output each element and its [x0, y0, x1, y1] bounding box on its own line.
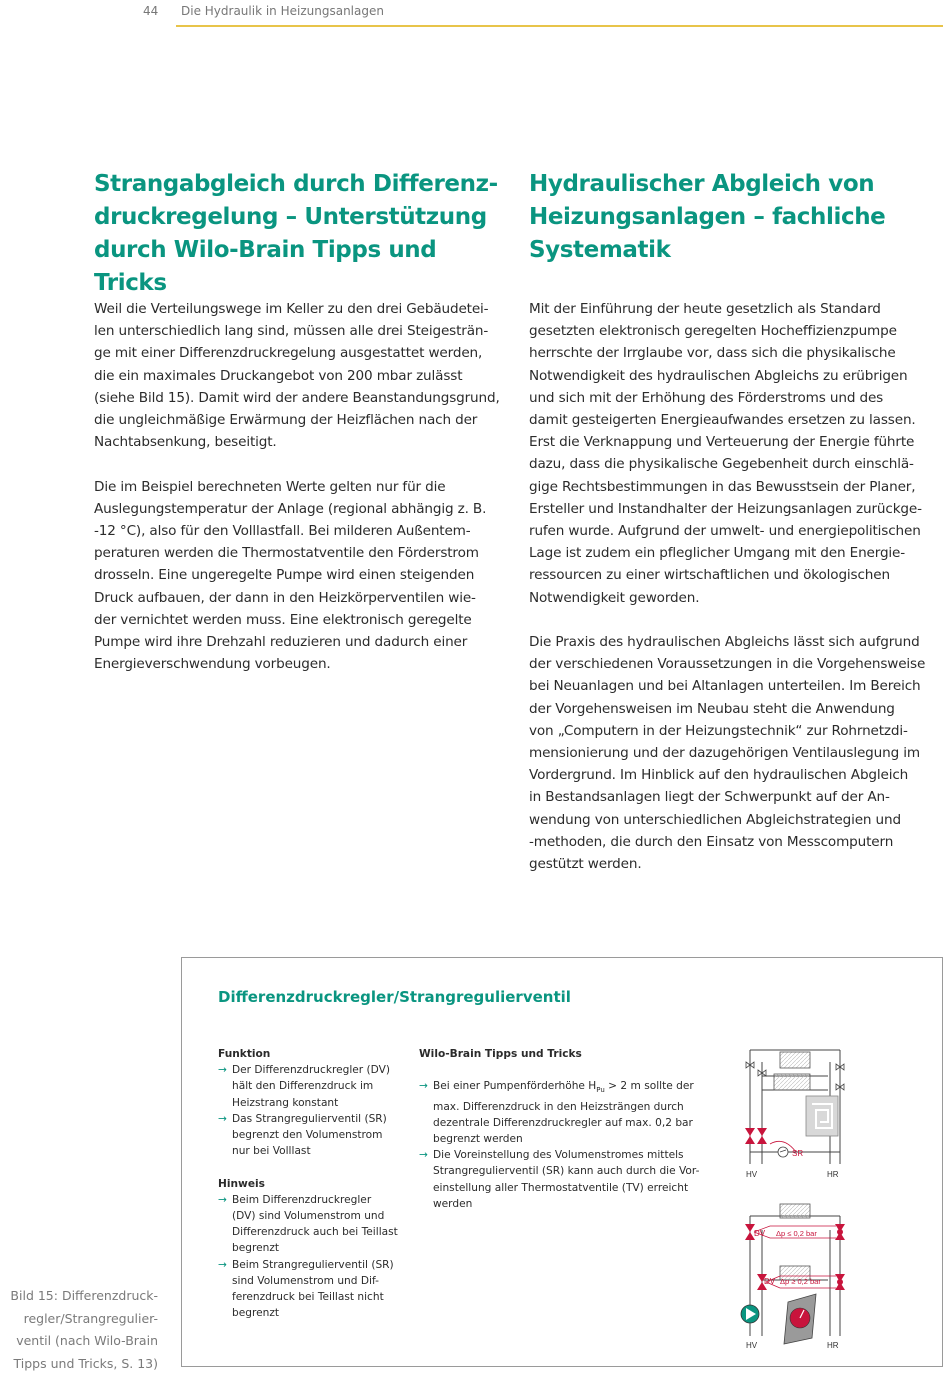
right-heading	[529, 168, 939, 267]
item-line: begrenzt den Volumenstrom	[232, 1129, 383, 1142]
caption-line: Bild 15: Differenzdruck-	[10, 1288, 158, 1303]
body-line: (siehe Bild 15). Damit wird der andere Beanstandungsgrund,	[94, 389, 500, 406]
body-line: ge mit einer Differenzdruckregelung ausgestattet werden,	[94, 345, 483, 362]
body-line: Lage ist zudem ein pfleglicher Umgang mit den Energie-	[529, 545, 906, 562]
right-heading-line: Heizungsanlagen – fachliche	[529, 204, 886, 230]
hint-heading: Hinweis	[218, 1177, 265, 1190]
body-line: und sich mit der Erhöhung des Förderstroms und des	[529, 389, 884, 406]
body-line: len unterschiedlich lang sind, müssen alle drei Steigesträn-	[94, 323, 489, 340]
body-line: rufen wurde. Aufgrund der umwelt- und energiepolitischen	[529, 523, 921, 540]
function-item	[218, 1062, 398, 1111]
tip-item	[419, 1147, 699, 1212]
arrow-right-icon: →	[419, 1149, 428, 1162]
body-line: gesetzten elektronisch geregelten Hocheffizienzpumpe	[529, 323, 897, 340]
label-hr: HR	[827, 1170, 839, 1179]
body-line: Vordergrund. Im Hinblick auf den hydraulischen Abgleich	[529, 767, 909, 784]
item-line: Beim Differenzdruckregler	[232, 1193, 372, 1206]
body-line: Pumpe wird ihre Drehzahl reduzieren und dadurch einer	[94, 634, 468, 651]
pump-icon	[741, 1305, 759, 1323]
caption-line: Tipps und Tricks, S. 13)	[13, 1355, 158, 1371]
item-line: werden	[433, 1197, 473, 1210]
caption-line: regler/Strangregulier-	[23, 1310, 158, 1326]
dv-sensor-icon	[837, 1229, 843, 1235]
body-line: die ungleichmäßige Erwärmung der Heizflächen nach der	[94, 412, 478, 429]
item-line: Die Voreinstellung des Volumenstromes mittels	[433, 1149, 684, 1162]
label-dp-le: Δp ≤ 0,2 bar	[776, 1229, 817, 1238]
body-line: ressourcen zu einer wirtschaftlichen und ökologischen	[529, 567, 890, 584]
item-line: begrenzt	[232, 1242, 280, 1255]
arrow-right-icon: →	[218, 1193, 227, 1206]
body-line: Ersteller und Instandhalter der Heizungsanlagen zurückge-	[529, 500, 922, 517]
body-line: in Bestandsanlagen liegt der Schwerpunkt auf der An-	[529, 789, 890, 806]
body-line: -12 °C), also für den Volllastfall. Bei milderen Außentem-	[94, 523, 471, 540]
hint-item	[218, 1257, 398, 1322]
label-dp-ge: Δp ≥ 0,2 bar	[780, 1277, 821, 1286]
radiator-icon	[774, 1052, 810, 1090]
arrow-right-icon: →	[218, 1112, 227, 1125]
label-sr: SR	[792, 1149, 804, 1158]
running-title: Die Hydraulik in Heizungsanlagen	[181, 4, 384, 18]
left-body	[94, 298, 514, 675]
body-line: von „Computern in der Heizungstechnik“ zur Rohrnetzdi-	[529, 722, 908, 739]
paragraph-gap	[94, 453, 514, 475]
item-line: dezentrale Differenzdruckregler auf max. 0,2 bar	[433, 1116, 693, 1129]
arrow-right-icon: →	[218, 1258, 227, 1271]
body-line: -methoden, die durch den Einsatz von Messcomputern	[529, 833, 894, 850]
body-line: herrschte der Irrglaube vor, dass sich die physikalische	[529, 345, 896, 362]
left-heading-line: druckregelung – Unterstützung	[94, 204, 487, 230]
item-line: begrenzt werden	[433, 1132, 523, 1145]
item-line: Beim Strangregulierventil (SR)	[232, 1258, 394, 1271]
label-dv: DV	[764, 1277, 776, 1286]
function-item	[218, 1111, 398, 1160]
item-line: Strangregulierventil (SR) kann auch durch die Vor-	[433, 1165, 700, 1178]
item-line: (DV) sind Volumenstrom und	[232, 1210, 385, 1223]
body-line: Die im Beispiel berechneten Werte gelten nur für die	[94, 478, 446, 495]
hint-item	[218, 1192, 398, 1257]
page-number: 44	[143, 4, 159, 18]
right-heading-line: Systematik	[529, 237, 671, 263]
body-line: gestützt werden.	[529, 856, 642, 873]
function-heading: Funktion	[218, 1048, 271, 1060]
item-line: nur bei Volllast	[232, 1145, 311, 1158]
left-heading-line: durch Wilo-Brain Tipps und Tricks	[94, 237, 437, 296]
body-line: Mit der Einführung der heute gesetzlich als Standard	[529, 301, 881, 317]
control-valve-icon	[745, 1128, 767, 1144]
info-box	[181, 957, 943, 1367]
label-dv: DV	[754, 1229, 766, 1238]
item-line: einstellung aller Thermostatventile (TV) erreicht	[433, 1181, 689, 1194]
body-line: Die Praxis des hydraulischen Abgleichs lässt sich aufgrund	[529, 634, 920, 651]
left-heading-line: Strangabgleich durch Differenz-	[94, 171, 498, 197]
arrow-right-icon: →	[218, 1064, 227, 1077]
item-line	[433, 1078, 699, 1098]
hydraulic-diagram	[740, 1044, 930, 1362]
arrow-right-icon: →	[419, 1080, 428, 1093]
body-line: Energieverschwendung vorbeugen.	[94, 656, 331, 673]
info-box-title: Differenzdruckregler/Strangregulierventil	[218, 988, 571, 1006]
tips-list	[419, 1078, 699, 1212]
tip-text: Bei einer Pumpenförderhöhe H	[433, 1080, 597, 1093]
dv-sensor-icon	[837, 1279, 843, 1285]
function-column	[218, 1046, 398, 1321]
paragraph-gap	[529, 609, 944, 631]
label-hv: HV	[746, 1341, 758, 1350]
item-line: hält den Differenzdruck im	[232, 1080, 374, 1093]
body-line: Notwendigkeit geworden.	[529, 589, 700, 606]
body-line: die ein maximales Druckangebot von 200 mbar zulässt	[94, 367, 463, 384]
tips-heading: Wilo-Brain Tipps und Tricks	[419, 1048, 582, 1060]
left-heading	[94, 168, 514, 300]
body-line: der Vorgehensweisen im Neubau steht die Anwendung	[529, 700, 895, 717]
item-line: Das Strangregulierventil (SR)	[232, 1112, 387, 1125]
tip-text: > 2 m sollte der	[604, 1080, 694, 1093]
body-line: bei Neuanlagen und bei Altanlagen unterteilen. Im Bereich	[529, 678, 921, 695]
caption-line: ventil (nach Wilo-Brain	[16, 1333, 158, 1348]
radiator-icon	[780, 1204, 810, 1280]
body-line: damit gesteigerten Energieaufwandes ersetzen zu lassen.	[529, 412, 916, 429]
right-body	[529, 298, 944, 875]
item-line: begrenzt	[232, 1307, 280, 1320]
body-line: der vernichtet werden muss. Eine elektronisch geregelte	[94, 611, 472, 628]
item-line: Differenzdruck auch bei Teillast	[232, 1226, 398, 1239]
floor-heating-icon	[806, 1096, 838, 1136]
pressure-controller-icon	[784, 1294, 816, 1344]
body-line: gige Rechtsbestimmungen in das Bewusstsein der Planer,	[529, 478, 916, 495]
item-line: ferenzdruck bei Teillast nicht	[232, 1291, 384, 1304]
section-gap	[218, 1159, 398, 1175]
tips-column	[419, 1046, 699, 1212]
body-line: dazu, dass die physikalische Gegebenheit durch einschlä-	[529, 456, 914, 473]
header-rule	[176, 25, 943, 27]
body-line: Erst die Verknappung und Verteuerung der Energie führte	[529, 434, 915, 451]
body-line: Nachtabsenkung, beseitigt.	[94, 434, 277, 451]
right-heading-line: Hydraulischer Abgleich von	[529, 171, 875, 197]
body-line: Weil die Verteilungswege im Keller zu den drei Gebäudetei-	[94, 301, 489, 317]
tip-item	[419, 1078, 699, 1147]
label-hv: HV	[746, 1170, 758, 1179]
body-line: Notwendigkeit des hydraulischen Abgleichs zu erübrigen	[529, 367, 908, 384]
body-line: der verschiedenen Voraussetzungen in die Vorgehensweise	[529, 656, 926, 673]
body-line: wendung von unterschiedlichen Abgleichstrategien und	[529, 811, 901, 828]
item-line: Heizstrang konstant	[232, 1096, 339, 1109]
label-hr: HR	[827, 1341, 839, 1350]
body-line: Druck aufbauen, der dann in den Heizkörperventilen wie-	[94, 589, 476, 606]
body-line: peraturen werden die Thermostatventile den Förderstrom	[94, 545, 479, 562]
item-line: Der Differenzdruckregler (DV)	[232, 1064, 391, 1077]
item-line: sind Volumenstrom und Dif-	[232, 1274, 379, 1287]
body-line: mensionierung und der dazugehörigen Ventilauslegung im	[529, 745, 920, 762]
figure-caption	[0, 1285, 158, 1375]
item-line: max. Differenzdruck in den Heizsträngen durch	[433, 1100, 684, 1113]
body-line: Auslegungstemperatur der Anlage (regional abhängig z. B.	[94, 500, 487, 517]
page-header	[0, 0, 950, 27]
tip-subscript: Pu	[596, 1086, 605, 1095]
body-line: drosseln. Eine ungeregelte Pumpe wird einen steigenden	[94, 567, 475, 584]
